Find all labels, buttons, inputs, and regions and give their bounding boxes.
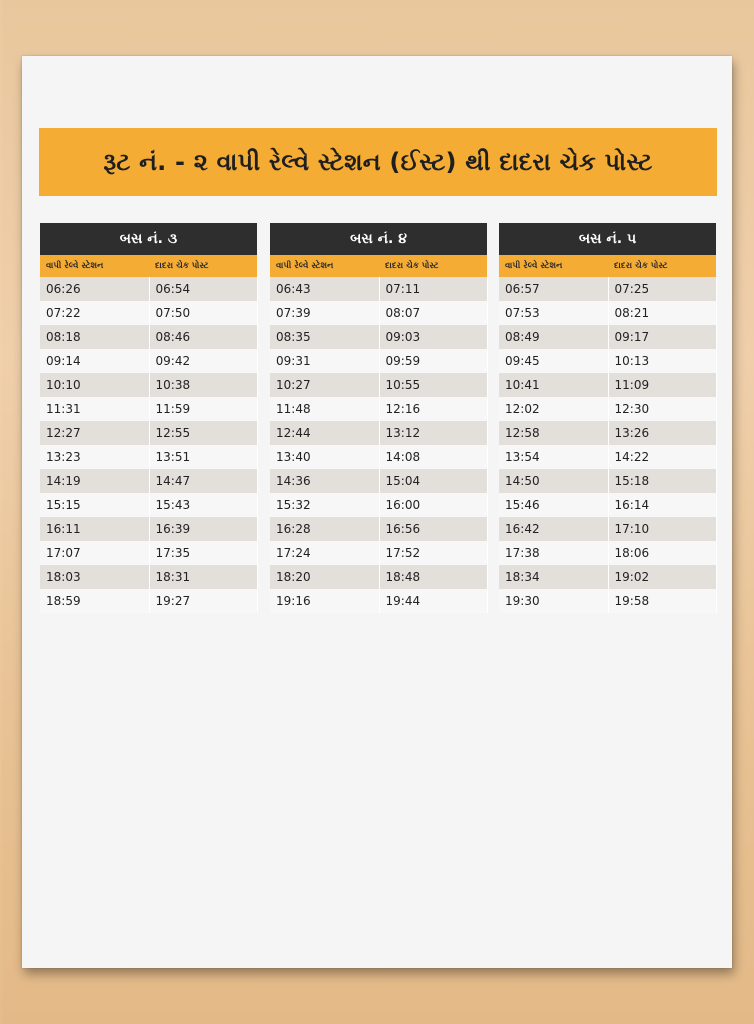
arrival-time: 13:12 (379, 421, 487, 445)
arrival-time: 19:27 (149, 589, 257, 613)
bus-timetable (499, 223, 717, 613)
departure-time: 10:41 (499, 373, 608, 397)
departure-time: 08:49 (499, 325, 608, 349)
departure-time: 11:31 (40, 397, 149, 421)
from-stop-header: વાપી રેલ્વે સ્ટેશન (270, 255, 379, 277)
arrival-time: 06:54 (149, 277, 257, 301)
table-row (499, 325, 716, 349)
departure-time: 14:50 (499, 469, 608, 493)
departure-time: 09:14 (40, 349, 149, 373)
table-row (499, 469, 716, 493)
departure-time: 07:22 (40, 301, 149, 325)
bus-timetable (40, 223, 258, 613)
route-banner (39, 128, 717, 196)
to-stop-header: દાદરા ચેક પોસ્ટ (149, 255, 257, 277)
departure-time: 18:59 (40, 589, 149, 613)
table-row (40, 589, 257, 613)
arrival-time: 15:43 (149, 493, 257, 517)
table-row (270, 301, 487, 325)
arrival-time: 13:51 (149, 445, 257, 469)
departure-time: 08:18 (40, 325, 149, 349)
departure-time: 06:26 (40, 277, 149, 301)
bus-timetable (270, 223, 488, 613)
departure-time: 13:40 (270, 445, 379, 469)
departure-time: 06:43 (270, 277, 379, 301)
departure-time: 09:31 (270, 349, 379, 373)
arrival-time: 19:02 (608, 565, 716, 589)
bus-name: બસ નં. ૫ (499, 223, 716, 255)
arrival-time: 15:04 (379, 469, 487, 493)
departure-time: 16:28 (270, 517, 379, 541)
arrival-time: 16:39 (149, 517, 257, 541)
arrival-time: 12:16 (379, 397, 487, 421)
arrival-time: 17:10 (608, 517, 716, 541)
departure-time: 16:42 (499, 517, 608, 541)
departure-time: 16:11 (40, 517, 149, 541)
table-row (40, 517, 257, 541)
table-row (270, 541, 487, 565)
table-row (270, 349, 487, 373)
arrival-time: 09:17 (608, 325, 716, 349)
table-row (40, 277, 257, 301)
arrival-time: 17:52 (379, 541, 487, 565)
table-row (40, 349, 257, 373)
departure-time: 13:23 (40, 445, 149, 469)
route-title: રૂટ નં. - ૨ વાપી રેલ્વે સ્ટેશન (ઈસ્ટ) થી દાદરા ચેક પોસ્ટ (103, 148, 653, 176)
arrival-time: 07:50 (149, 301, 257, 325)
table-row (270, 469, 487, 493)
arrival-time: 14:47 (149, 469, 257, 493)
table-row (499, 493, 716, 517)
departure-time: 15:32 (270, 493, 379, 517)
departure-time: 10:10 (40, 373, 149, 397)
table-row (499, 301, 716, 325)
table-row (499, 349, 716, 373)
arrival-time: 13:26 (608, 421, 716, 445)
departure-time: 11:48 (270, 397, 379, 421)
arrival-time: 18:06 (608, 541, 716, 565)
table-row (270, 325, 487, 349)
arrival-time: 18:48 (379, 565, 487, 589)
arrival-time: 08:46 (149, 325, 257, 349)
departure-time: 07:53 (499, 301, 608, 325)
arrival-time: 11:09 (608, 373, 716, 397)
departure-time: 14:19 (40, 469, 149, 493)
to-stop-header: દાદરા ચેક પોસ્ટ (379, 255, 487, 277)
table-row (499, 541, 716, 565)
table-row (270, 493, 487, 517)
table-row (40, 541, 257, 565)
arrival-time: 15:18 (608, 469, 716, 493)
timetable-sheet (22, 56, 732, 968)
arrival-time: 16:14 (608, 493, 716, 517)
arrival-time: 12:55 (149, 421, 257, 445)
table-row (40, 301, 257, 325)
table-row (270, 445, 487, 469)
arrival-time: 19:58 (608, 589, 716, 613)
table-row (40, 493, 257, 517)
bus-name: બસ નં. ૩ (40, 223, 257, 255)
table-row (499, 373, 716, 397)
departure-time: 12:02 (499, 397, 608, 421)
departure-time: 18:20 (270, 565, 379, 589)
departure-time: 15:46 (499, 493, 608, 517)
departure-time: 08:35 (270, 325, 379, 349)
arrival-time: 16:00 (379, 493, 487, 517)
departure-time: 14:36 (270, 469, 379, 493)
arrival-time: 18:31 (149, 565, 257, 589)
arrival-time: 08:07 (379, 301, 487, 325)
table-row (499, 445, 716, 469)
arrival-time: 11:59 (149, 397, 257, 421)
arrival-time: 10:13 (608, 349, 716, 373)
departure-time: 19:16 (270, 589, 379, 613)
departure-time: 12:44 (270, 421, 379, 445)
table-row (40, 565, 257, 589)
table-row (499, 397, 716, 421)
arrival-time: 09:59 (379, 349, 487, 373)
table-row (40, 373, 257, 397)
table-row (499, 277, 716, 301)
from-stop-header: વાપી રેલ્વે સ્ટેશન (40, 255, 149, 277)
departure-time: 06:57 (499, 277, 608, 301)
departure-time: 13:54 (499, 445, 608, 469)
arrival-time: 09:03 (379, 325, 487, 349)
arrival-time: 19:44 (379, 589, 487, 613)
bus-name: બસ નં. ૪ (270, 223, 487, 255)
table-row (40, 421, 257, 445)
arrival-time: 14:08 (379, 445, 487, 469)
departure-time: 10:27 (270, 373, 379, 397)
departure-time: 09:45 (499, 349, 608, 373)
from-stop-header: વાપી રેલ્વે સ્ટેશન (499, 255, 608, 277)
table-row (270, 589, 487, 613)
departure-time: 17:07 (40, 541, 149, 565)
arrival-time: 10:55 (379, 373, 487, 397)
table-row (40, 445, 257, 469)
departure-time: 12:27 (40, 421, 149, 445)
table-row (499, 589, 716, 613)
departure-time: 17:38 (499, 541, 608, 565)
arrival-time: 07:25 (608, 277, 716, 301)
departure-time: 18:34 (499, 565, 608, 589)
table-row (499, 565, 716, 589)
departure-time: 07:39 (270, 301, 379, 325)
departure-time: 19:30 (499, 589, 608, 613)
departure-time: 15:15 (40, 493, 149, 517)
arrival-time: 12:30 (608, 397, 716, 421)
table-row (270, 565, 487, 589)
arrival-time: 16:56 (379, 517, 487, 541)
to-stop-header: દાદરા ચેક પોસ્ટ (608, 255, 716, 277)
table-row (270, 373, 487, 397)
table-row (40, 469, 257, 493)
table-row (499, 421, 716, 445)
table-row (270, 397, 487, 421)
arrival-time: 07:11 (379, 277, 487, 301)
departure-time: 12:58 (499, 421, 608, 445)
arrival-time: 09:42 (149, 349, 257, 373)
arrival-time: 17:35 (149, 541, 257, 565)
table-row (499, 517, 716, 541)
arrival-time: 08:21 (608, 301, 716, 325)
table-row (40, 325, 257, 349)
departure-time: 17:24 (270, 541, 379, 565)
departure-time: 18:03 (40, 565, 149, 589)
table-row (270, 421, 487, 445)
table-row (40, 397, 257, 421)
arrival-time: 14:22 (608, 445, 716, 469)
arrival-time: 10:38 (149, 373, 257, 397)
table-row (270, 517, 487, 541)
table-row (270, 277, 487, 301)
